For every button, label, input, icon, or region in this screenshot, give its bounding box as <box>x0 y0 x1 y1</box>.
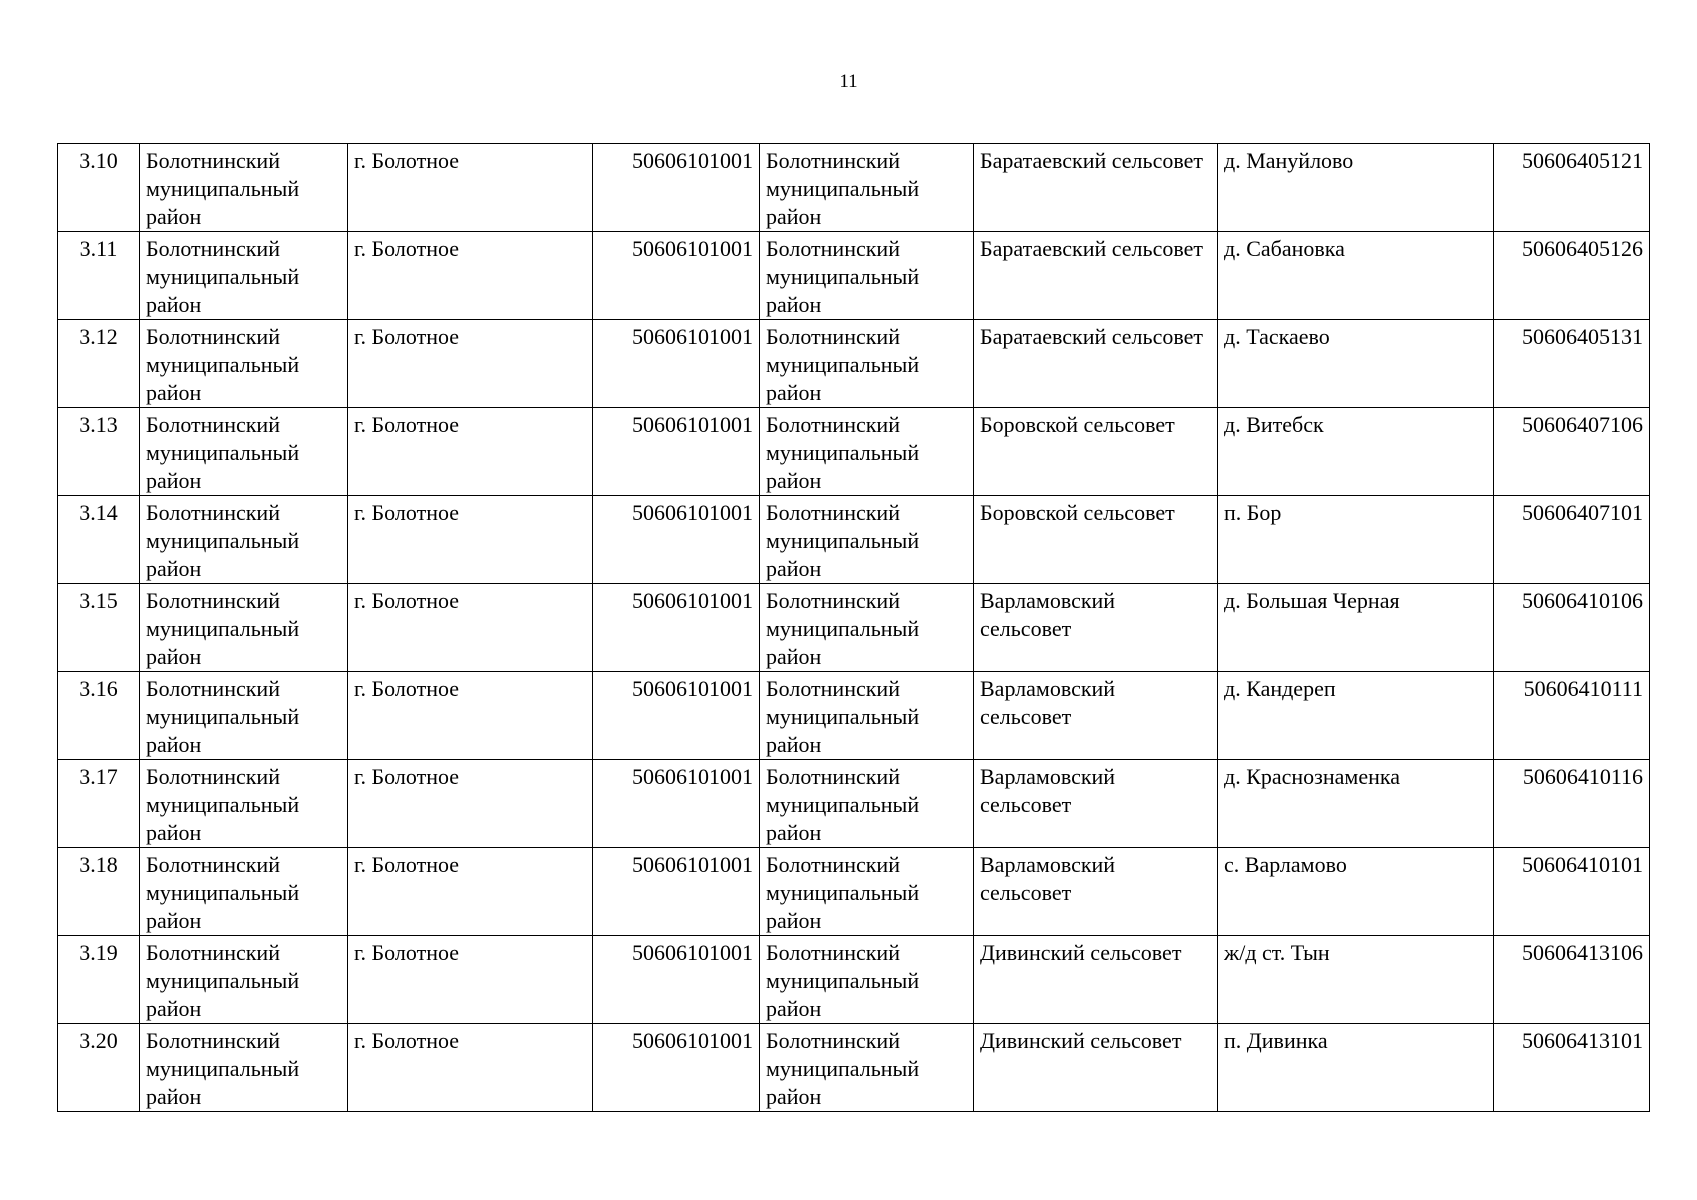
table-row <box>58 320 1650 408</box>
municipal-district: Болотнинский муниципальный район <box>140 408 348 496</box>
table-row <box>58 1024 1650 1112</box>
locality-code: 50606410116 <box>1494 760 1650 848</box>
settlement: г. Болотное <box>348 760 593 848</box>
settlement: г. Болотное <box>348 584 593 672</box>
settlement: г. Болотное <box>348 848 593 936</box>
settlement: г. Болотное <box>348 1024 593 1112</box>
locality: д. Таскаево <box>1218 320 1494 408</box>
municipal-district: Болотнинский муниципальный район <box>140 320 348 408</box>
locality: д. Кандереп <box>1218 672 1494 760</box>
table-row <box>58 144 1650 232</box>
municipal-district: Болотнинский муниципальный район <box>140 496 348 584</box>
target-district: Болотнинский муниципальный район <box>760 144 974 232</box>
settlement-code: 50606101001 <box>593 496 760 584</box>
village-council: Варламовский сельсовет <box>974 760 1218 848</box>
settlement-code: 50606101001 <box>593 584 760 672</box>
table-row <box>58 760 1650 848</box>
locality-code: 50606410101 <box>1494 848 1650 936</box>
row-number: 3.11 <box>58 232 140 320</box>
row-number: 3.20 <box>58 1024 140 1112</box>
settlement: г. Болотное <box>348 408 593 496</box>
locality: д. Сабановка <box>1218 232 1494 320</box>
municipal-district: Болотнинский муниципальный район <box>140 1024 348 1112</box>
village-council: Варламовский сельсовет <box>974 672 1218 760</box>
row-number: 3.16 <box>58 672 140 760</box>
registry-table <box>57 143 1650 1112</box>
municipal-district: Болотнинский муниципальный район <box>140 232 348 320</box>
locality-code: 50606413106 <box>1494 936 1650 1024</box>
settlement: г. Болотное <box>348 320 593 408</box>
locality-code: 50606405126 <box>1494 232 1650 320</box>
row-number: 3.18 <box>58 848 140 936</box>
row-number: 3.10 <box>58 144 140 232</box>
village-council: Баратаевский сельсовет <box>974 232 1218 320</box>
row-number: 3.12 <box>58 320 140 408</box>
locality-code: 50606413101 <box>1494 1024 1650 1112</box>
target-district: Болотнинский муниципальный район <box>760 848 974 936</box>
row-number: 3.15 <box>58 584 140 672</box>
table-row <box>58 232 1650 320</box>
locality: д. Большая Черная <box>1218 584 1494 672</box>
target-district: Болотнинский муниципальный район <box>760 1024 974 1112</box>
table-row <box>58 848 1650 936</box>
settlement-code: 50606101001 <box>593 848 760 936</box>
settlement-code: 50606101001 <box>593 760 760 848</box>
village-council: Варламовский сельсовет <box>974 848 1218 936</box>
locality: д. Витебск <box>1218 408 1494 496</box>
village-council: Баратаевский сельсовет <box>974 144 1218 232</box>
row-number: 3.14 <box>58 496 140 584</box>
village-council: Боровской сельсовет <box>974 408 1218 496</box>
locality-code: 50606407106 <box>1494 408 1650 496</box>
village-council: Дивинский сельсовет <box>974 936 1218 1024</box>
table-row <box>58 672 1650 760</box>
locality: с. Варламово <box>1218 848 1494 936</box>
locality: д. Краснознаменка <box>1218 760 1494 848</box>
row-number: 3.13 <box>58 408 140 496</box>
target-district: Болотнинский муниципальный район <box>760 672 974 760</box>
target-district: Болотнинский муниципальный район <box>760 760 974 848</box>
table-row <box>58 496 1650 584</box>
target-district: Болотнинский муниципальный район <box>760 936 974 1024</box>
settlement-code: 50606101001 <box>593 232 760 320</box>
village-council: Боровской сельсовет <box>974 496 1218 584</box>
municipal-district: Болотнинский муниципальный район <box>140 672 348 760</box>
settlement: г. Болотное <box>348 936 593 1024</box>
target-district: Болотнинский муниципальный район <box>760 320 974 408</box>
settlement: г. Болотное <box>348 232 593 320</box>
locality: п. Дивинка <box>1218 1024 1494 1112</box>
target-district: Болотнинский муниципальный район <box>760 408 974 496</box>
municipal-district: Болотнинский муниципальный район <box>140 936 348 1024</box>
settlement-code: 50606101001 <box>593 408 760 496</box>
municipal-district: Болотнинский муниципальный район <box>140 760 348 848</box>
table-body <box>58 144 1650 1112</box>
page-number: 11 <box>839 71 858 92</box>
settlement-code: 50606101001 <box>593 320 760 408</box>
settlement-code: 50606101001 <box>593 144 760 232</box>
row-number: 3.17 <box>58 760 140 848</box>
locality-code: 50606405131 <box>1494 320 1650 408</box>
village-council: Баратаевский сельсовет <box>974 320 1218 408</box>
row-number: 3.19 <box>58 936 140 1024</box>
village-council: Варламовский сельсовет <box>974 584 1218 672</box>
locality-code: 50606405121 <box>1494 144 1650 232</box>
table-row <box>58 584 1650 672</box>
locality: ж/д ст. Тын <box>1218 936 1494 1024</box>
settlement-code: 50606101001 <box>593 1024 760 1112</box>
target-district: Болотнинский муниципальный район <box>760 232 974 320</box>
municipal-district: Болотнинский муниципальный район <box>140 144 348 232</box>
target-district: Болотнинский муниципальный район <box>760 584 974 672</box>
target-district: Болотнинский муниципальный район <box>760 496 974 584</box>
settlement: г. Болотное <box>348 144 593 232</box>
locality: д. Мануйлово <box>1218 144 1494 232</box>
locality-code: 50606410111 <box>1494 672 1650 760</box>
locality: п. Бор <box>1218 496 1494 584</box>
settlement-code: 50606101001 <box>593 672 760 760</box>
locality-code: 50606410106 <box>1494 584 1650 672</box>
municipal-district: Болотнинский муниципальный район <box>140 584 348 672</box>
table-row <box>58 408 1650 496</box>
settlement: г. Болотное <box>348 496 593 584</box>
municipal-district: Болотнинский муниципальный район <box>140 848 348 936</box>
locality-code: 50606407101 <box>1494 496 1650 584</box>
settlement: г. Болотное <box>348 672 593 760</box>
settlement-code: 50606101001 <box>593 936 760 1024</box>
village-council: Дивинский сельсовет <box>974 1024 1218 1112</box>
table-row <box>58 936 1650 1024</box>
